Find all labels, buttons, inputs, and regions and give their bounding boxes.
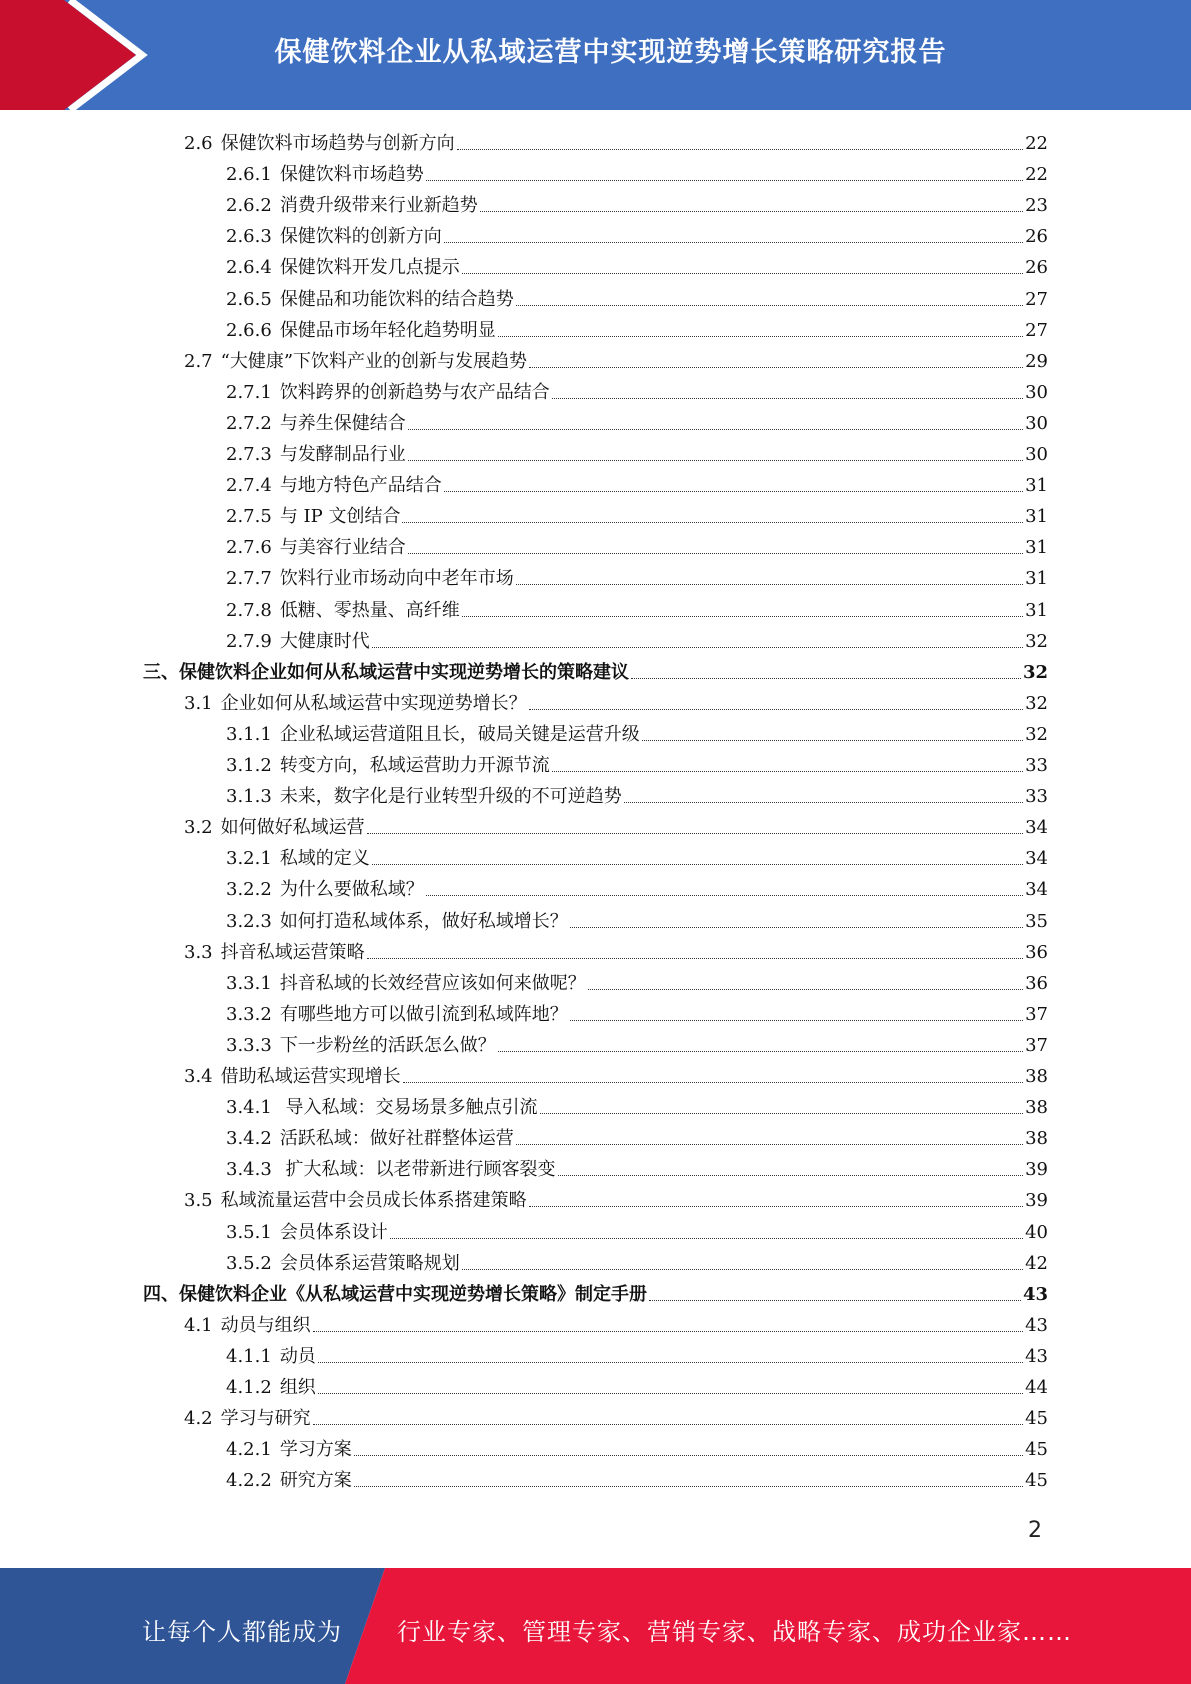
toc-entry[interactable] <box>226 190 1048 221</box>
toc-entry-title: 大健康时代 <box>279 630 370 652</box>
toc-dot-leader <box>631 678 1021 679</box>
toc-entry-number: 3.2.1 <box>226 848 272 870</box>
toc-dot-leader <box>624 802 1023 803</box>
toc-entry-number: 4.2.1 <box>226 1439 272 1461</box>
toc-entry-page: 34 <box>1025 848 1048 870</box>
toc-entry-title: 保健饮料市场趋势与创新方向 <box>220 133 455 154</box>
toc-entry[interactable] <box>226 1341 1048 1372</box>
toc-entry[interactable] <box>226 781 1048 812</box>
toc-entry-title: 会员体系运营策略规划 <box>279 1252 460 1274</box>
toc-entry[interactable] <box>226 719 1048 750</box>
page-footer <box>0 1568 1191 1684</box>
toc-entry-title: 研究方案 <box>279 1470 352 1492</box>
toc-entry[interactable] <box>226 1092 1048 1123</box>
toc-entry-title: 与发酵制品行业 <box>279 444 406 465</box>
toc-dot-leader <box>354 1486 1023 1487</box>
toc-entry-page: 31 <box>1025 599 1048 621</box>
toc-dot-leader <box>426 895 1023 896</box>
toc-entry-title: 扩大私域：以老带新进行顾客裂变 <box>279 1159 556 1181</box>
page-number: 2 <box>1028 1518 1042 1543</box>
toc-dot-leader <box>408 460 1023 461</box>
toc-entry-number: 2.7.7 <box>226 568 272 590</box>
toc-entry-title: 有哪些地方可以做引流到私域阵地？ <box>279 1003 568 1025</box>
toc-entry-number: 三、 <box>143 661 179 683</box>
toc-entry[interactable] <box>184 1185 1048 1216</box>
toc-entry[interactable] <box>226 595 1048 626</box>
toc-entry-title: 保健品和功能饮料的结合趋势 <box>279 288 514 310</box>
toc-entry[interactable] <box>226 252 1048 283</box>
toc-dot-leader <box>426 180 1023 181</box>
toc-entry-number: 3.1 <box>184 692 213 714</box>
toc-entry[interactable] <box>226 750 1048 781</box>
toc-dot-leader <box>372 647 1023 648</box>
toc-entry-title: 学习方案 <box>279 1439 352 1461</box>
toc-dot-leader <box>516 305 1023 306</box>
toc-entry-page: 31 <box>1025 568 1048 590</box>
toc-entry-page: 39 <box>1025 1159 1048 1181</box>
toc-entry[interactable] <box>143 657 1048 688</box>
toc-dot-leader <box>367 833 1023 834</box>
toc-entry[interactable] <box>226 1248 1048 1279</box>
toc-entry-page: 31 <box>1025 506 1048 528</box>
toc-entry-number: 3.2.3 <box>226 910 272 932</box>
page-header <box>0 0 1191 110</box>
toc-entry-title: 与地方特色产品结合 <box>279 475 442 497</box>
toc-entry-title: 企业私域运营道阻且长，破局关键是运营升级 <box>279 723 640 745</box>
toc-entry-title: 低糖、零热量、高纤维 <box>279 599 460 621</box>
toc-entry-number: 3.1.3 <box>226 786 272 808</box>
toc-entry-title: 抖音私域运营策略 <box>220 941 365 963</box>
toc-entry-page: 33 <box>1025 755 1048 776</box>
toc-dot-leader <box>516 584 1023 585</box>
toc-entry[interactable] <box>184 1061 1048 1092</box>
toc-entry-page: 35 <box>1025 910 1048 932</box>
toc-entry-page: 30 <box>1025 412 1048 434</box>
toc-entry-number: 2.7.3 <box>226 444 272 465</box>
toc-entry[interactable] <box>226 1154 1048 1185</box>
toc-entry-number: 3.4.1 <box>226 1097 272 1119</box>
toc-entry-title: 导入私域：交易场景多触点引流 <box>279 1097 538 1119</box>
toc-entry-number: 3.3 <box>184 941 213 963</box>
toc-dot-leader <box>462 616 1023 617</box>
toc-dot-leader <box>354 1455 1023 1456</box>
toc-entry-title: 私域流量运营中会员成长体系搭建策略 <box>220 1190 527 1212</box>
toc-entry-page: 23 <box>1025 195 1048 217</box>
toc-entry-page: 38 <box>1025 1066 1048 1087</box>
toc-entry-number: 3.3.1 <box>226 972 272 994</box>
toc-entry-page: 36 <box>1025 941 1048 963</box>
toc-entry-page: 29 <box>1025 350 1048 372</box>
toc-entry-page: 45 <box>1025 1439 1048 1461</box>
toc-entry-page: 33 <box>1025 786 1048 808</box>
toc-dot-leader <box>313 1331 1023 1332</box>
toc-dot-leader <box>372 864 1023 865</box>
toc-dot-leader <box>588 989 1023 990</box>
toc-entry-number: 3.1.1 <box>226 723 272 745</box>
toc-entry-page: 32 <box>1025 723 1048 745</box>
toc-entry-number: 2.7.9 <box>226 630 272 652</box>
toc-entry[interactable] <box>226 1434 1048 1465</box>
toc-entry-number: 3.5.1 <box>226 1221 272 1243</box>
toc-entry-number: 3.3.2 <box>226 1003 272 1025</box>
toc-dot-leader <box>367 958 1023 959</box>
toc-dot-leader <box>540 1113 1024 1114</box>
toc-entry[interactable] <box>226 906 1048 937</box>
toc-dot-leader <box>318 1393 1023 1394</box>
toc-entry-number: 2.7 <box>184 350 213 372</box>
toc-entry-page: 42 <box>1025 1252 1048 1274</box>
toc-entry-number: 2.7.4 <box>226 475 272 497</box>
toc-entry[interactable] <box>226 563 1048 594</box>
toc-entry-title: 私域的定义 <box>279 848 370 870</box>
toc-entry[interactable] <box>226 315 1048 346</box>
toc-entry-title: 会员体系设计 <box>279 1221 388 1243</box>
toc-entry-number: 3.5.2 <box>226 1252 272 1274</box>
toc-entry-page: 40 <box>1025 1221 1048 1243</box>
toc-entry-title: 未来，数字化是行业转型升级的不可逆趋势 <box>279 786 622 808</box>
toc-entry[interactable] <box>184 812 1048 843</box>
toc-entry[interactable] <box>226 968 1048 999</box>
toc-entry-number: 2.7.6 <box>226 537 272 559</box>
toc-entry-number: 4.1.2 <box>226 1377 272 1398</box>
toc-entry-number: 3.4 <box>184 1066 213 1087</box>
toc-entry-number: 3.2 <box>184 817 213 839</box>
toc-entry-title: 为什么要做私域？ <box>279 879 424 901</box>
toc-entry-page: 44 <box>1025 1377 1048 1398</box>
toc-dot-leader <box>402 522 1023 523</box>
footer-slogan-right: 行业专家、管理专家、营销专家、战略专家、成功企业家…… <box>397 1618 1072 1646</box>
toc-dot-leader <box>444 491 1023 492</box>
toc-entry[interactable] <box>226 284 1048 315</box>
toc-entry-page: 34 <box>1025 879 1048 901</box>
toc-entry-page: 31 <box>1025 537 1048 559</box>
toc-entry-page: 26 <box>1025 226 1048 248</box>
toc-entry[interactable] <box>226 470 1048 501</box>
toc-entry-page: 38 <box>1025 1097 1048 1119</box>
toc-entry-number: 2.7.8 <box>226 599 272 621</box>
toc-entry[interactable] <box>226 843 1048 874</box>
toc-dot-leader <box>462 1269 1023 1270</box>
toc-entry-page: 32 <box>1025 630 1048 652</box>
toc-entry-title: 组织 <box>279 1377 316 1398</box>
toc-entry[interactable] <box>184 346 1048 377</box>
toc-entry-title: 保健品市场年轻化趋势明显 <box>279 319 496 341</box>
toc-dot-leader <box>516 1144 1023 1145</box>
toc-dot-leader <box>318 1362 1023 1363</box>
toc-entry-page: 45 <box>1025 1408 1048 1430</box>
toc-entry[interactable] <box>226 1465 1048 1496</box>
toc-entry-title: 与美容行业结合 <box>279 537 406 559</box>
toc-entry-number: 3.4.2 <box>226 1128 272 1150</box>
toc-entry[interactable] <box>226 221 1048 252</box>
toc-dot-leader <box>570 1020 1023 1021</box>
toc-entry-title: 保健饮料企业如何从私域运营中实现逆势增长的策略建议 <box>179 661 629 683</box>
toc-entry[interactable] <box>184 128 1048 159</box>
toc-entry-number: 3.3.3 <box>226 1034 272 1056</box>
toc-entry-title: 保健饮料市场趋势 <box>279 164 424 186</box>
toc-entry-page: 32 <box>1025 692 1048 714</box>
toc-dot-leader <box>480 211 1023 212</box>
toc-entry-page: 27 <box>1025 319 1048 341</box>
toc-entry-number: 3.4.3 <box>226 1159 272 1181</box>
toc-dot-leader <box>313 1424 1023 1425</box>
toc-entry-number: 2.6.1 <box>226 164 272 186</box>
toc-entry[interactable] <box>184 688 1048 719</box>
toc-entry-number: 3.1.2 <box>226 755 272 776</box>
toc-dot-leader <box>642 740 1023 741</box>
toc-entry[interactable] <box>143 1279 1048 1310</box>
toc-dot-leader <box>444 242 1023 243</box>
toc-entry-page: 27 <box>1025 288 1048 310</box>
toc-entry-page: 31 <box>1025 475 1048 497</box>
toc-entry-page: 36 <box>1025 972 1048 994</box>
toc-entry-number: 4.1.1 <box>226 1345 272 1367</box>
toc-entry-number: 2.6.4 <box>226 257 272 279</box>
toc-entry[interactable] <box>226 999 1048 1030</box>
toc-entry[interactable] <box>226 408 1048 439</box>
toc-entry[interactable] <box>226 501 1048 532</box>
toc-entry-number: 2.7.5 <box>226 506 272 528</box>
toc-entry-page: 26 <box>1025 257 1048 279</box>
toc-entry-title: 抖音私域的长效经营应该如何来做呢？ <box>279 972 586 994</box>
toc-dot-leader <box>408 429 1023 430</box>
toc-dot-leader <box>390 1238 1023 1239</box>
toc-dot-leader <box>462 273 1023 274</box>
toc-entry-title: 借助私域运营实现增长 <box>220 1066 401 1087</box>
toc-dot-leader <box>552 398 1023 399</box>
toc-entry-title: 转变方向，私域运营助力开源节流 <box>279 755 550 776</box>
toc-entry-page: 34 <box>1025 817 1048 839</box>
toc-entry-title: “大健康”下饮料产业的创新与发展趋势 <box>220 350 528 372</box>
toc-dot-leader <box>529 709 1023 710</box>
toc-entry-title: 活跃私域：做好社群整体运营 <box>279 1128 514 1150</box>
toc-entry-number: 4.2 <box>184 1408 213 1430</box>
toc-entry[interactable] <box>184 1310 1048 1341</box>
toc-entry[interactable] <box>226 626 1048 657</box>
toc-entry-page: 39 <box>1025 1190 1048 1212</box>
toc-entry-title: 动员与组织 <box>220 1314 311 1336</box>
toc-entry-title: 饮料行业市场动向中老年市场 <box>279 568 514 590</box>
toc-dot-leader <box>408 553 1023 554</box>
toc-entry[interactable] <box>184 1403 1048 1434</box>
toc-entry-number: 3.5 <box>184 1190 213 1212</box>
toc-entry-title: 保健饮料企业《从私域运营中实现逆势增长策略》制定手册 <box>179 1283 647 1305</box>
toc-entry[interactable] <box>226 439 1048 470</box>
toc-entry[interactable] <box>184 937 1048 968</box>
footer-slogan-left: 让每个人都能成为 <box>142 1618 342 1646</box>
toc-entry-title: 企业如何从私域运营中实现逆势增长？ <box>220 692 527 714</box>
toc-entry-number: 4.2.2 <box>226 1470 272 1492</box>
toc-entry-page: 43 <box>1025 1345 1048 1367</box>
toc-entry-title: 与 IP 文创结合 <box>279 506 401 528</box>
toc-entry-number: 2.6 <box>184 133 213 154</box>
toc-entry[interactable] <box>226 377 1048 408</box>
toc-entry-title: 如何做好私域运营 <box>220 817 365 839</box>
toc-entry-page: 38 <box>1025 1128 1048 1150</box>
toc-entry-number: 2.7.1 <box>226 381 272 403</box>
toc-dot-leader <box>403 1082 1023 1083</box>
toc-entry-page: 22 <box>1025 133 1048 154</box>
toc-entry[interactable] <box>226 874 1048 905</box>
toc-entry-page: 45 <box>1025 1470 1048 1492</box>
toc-entry-title: 下一步粉丝的活跃怎么做？ <box>279 1034 496 1056</box>
toc-entry-number: 4.1 <box>184 1314 213 1336</box>
toc-entry-page: 22 <box>1025 164 1048 186</box>
toc-entry-page: 30 <box>1025 381 1048 403</box>
toc-entry[interactable] <box>226 532 1048 563</box>
toc-entry-title: 消费升级带来行业新趋势 <box>279 195 478 217</box>
toc-entry[interactable] <box>226 159 1048 190</box>
toc-entry-number: 2.7.2 <box>226 412 272 434</box>
toc-entry-page: 32 <box>1022 661 1048 683</box>
toc-entry-number: 2.6.5 <box>226 288 272 310</box>
toc-dot-leader <box>529 367 1023 368</box>
toc-entry-number: 2.6.3 <box>226 226 272 248</box>
toc-dot-leader <box>558 1175 1024 1176</box>
toc-dot-leader <box>529 1206 1023 1207</box>
toc-entry[interactable] <box>226 1123 1048 1154</box>
toc-dot-leader <box>552 771 1023 772</box>
toc-entry-title: 与养生保健结合 <box>279 412 406 434</box>
toc-entry-title: 学习与研究 <box>220 1408 311 1430</box>
toc-entry-number: 2.6.2 <box>226 195 272 217</box>
toc-dot-leader <box>570 927 1023 928</box>
toc-entry-title: 动员 <box>279 1345 316 1367</box>
toc-entry-page: 37 <box>1025 1003 1048 1025</box>
toc-entry-page: 43 <box>1025 1314 1048 1336</box>
toc-entry-title: 如何打造私域体系，做好私域增长？ <box>279 910 568 932</box>
toc-dot-leader <box>457 149 1023 150</box>
toc-dot-leader <box>498 336 1023 337</box>
toc-entry-page: 37 <box>1025 1034 1048 1056</box>
toc-entry-title: 保健饮料的创新方向 <box>279 226 442 248</box>
toc-entry-number: 3.2.2 <box>226 879 272 901</box>
toc-entry[interactable] <box>226 1372 1048 1403</box>
toc-entry-title: 饮料跨界的创新趋势与农产品结合 <box>279 381 550 403</box>
toc-dot-leader <box>649 1300 1021 1301</box>
toc-entry-number: 2.6.6 <box>226 319 272 341</box>
toc-entry-number: 四、 <box>143 1283 179 1305</box>
toc-entry-page: 43 <box>1022 1283 1048 1305</box>
toc-entry-title: 保健饮料开发几点提示 <box>279 257 460 279</box>
toc-dot-leader <box>498 1051 1023 1052</box>
report-title: 保健饮料企业从私域运营中实现逆势增长策略研究报告 <box>274 37 947 68</box>
toc-entry-page: 30 <box>1025 444 1048 465</box>
toc-entry[interactable] <box>226 1030 1048 1061</box>
toc-entry[interactable] <box>226 1217 1048 1248</box>
